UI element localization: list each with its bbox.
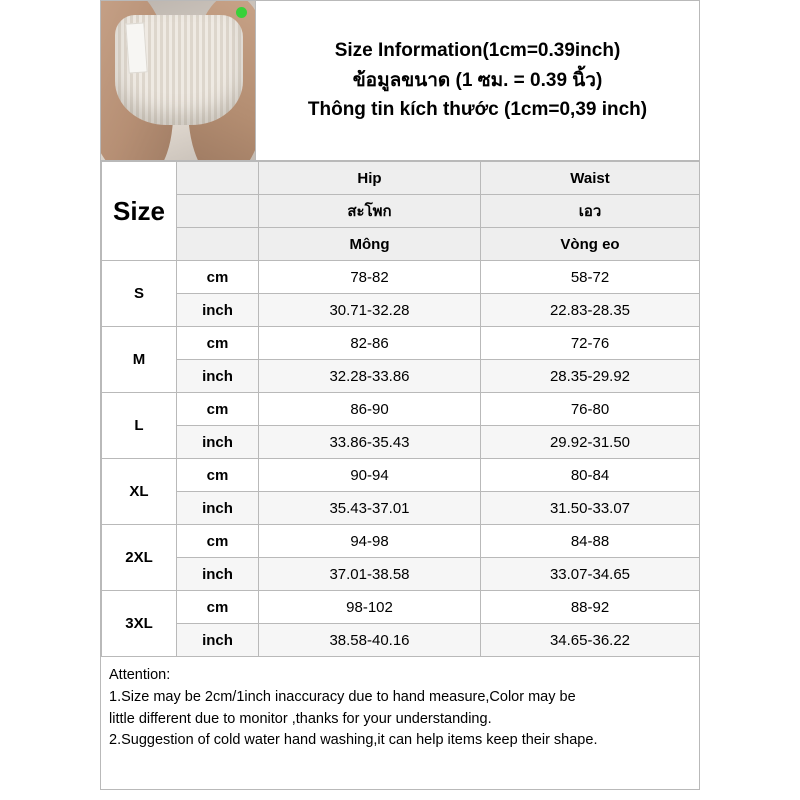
waist-cm-value: 76-80 bbox=[481, 393, 700, 426]
unit-column-header bbox=[177, 162, 259, 195]
unit-column-header-th bbox=[177, 195, 259, 228]
title-line-en: Size Information(1cm=0.39inch) bbox=[334, 40, 621, 62]
waist-inch-value: 29.92-31.50 bbox=[481, 426, 700, 459]
title-line-th: ข้อมูลขนาด (1 ซม. = 0.39 นิ้ว) bbox=[352, 69, 603, 91]
table-row bbox=[102, 327, 700, 360]
waist-cm-value: 72-76 bbox=[481, 327, 700, 360]
size-header-label: Size bbox=[112, 195, 166, 226]
waist-header-th: เอว bbox=[481, 195, 700, 228]
waist-inch-value: 22.83-28.35 bbox=[481, 294, 700, 327]
hip-inch-value: 30.71-32.28 bbox=[259, 294, 481, 327]
page-title bbox=[256, 1, 699, 160]
unit-cm: cm bbox=[177, 261, 259, 294]
attention-line-3: 2.Suggestion of cold water hand washing,it can help items keep their shape. bbox=[109, 732, 598, 749]
attention-line-2: little different due to monitor ,thanks for your understanding. bbox=[109, 710, 492, 727]
attention-title: Attention: bbox=[109, 667, 171, 683]
attention-line-1: 1.Size may be 2cm/1inch inaccuracy due to hand measure,Color may be bbox=[109, 689, 576, 706]
hip-header-vi: Mông bbox=[259, 228, 481, 261]
hip-header-en: Hip bbox=[259, 162, 481, 195]
unit-cm: cm bbox=[177, 525, 259, 558]
waist-inch-value: 28.35-29.92 bbox=[481, 360, 700, 393]
table-row bbox=[102, 558, 700, 591]
green-dot-icon bbox=[236, 7, 247, 18]
hip-cm-value: 98-102 bbox=[259, 591, 481, 624]
unit-cm: cm bbox=[177, 591, 259, 624]
hip-inch-value: 32.28-33.86 bbox=[259, 360, 481, 393]
hip-inch-value: 33.86-35.43 bbox=[259, 426, 481, 459]
row-size-label: XL bbox=[102, 459, 177, 525]
table-header-row-vi bbox=[102, 228, 700, 261]
unit-inch: inch bbox=[177, 492, 259, 525]
hip-header-th: สะโพก bbox=[259, 195, 481, 228]
size-column-header bbox=[102, 162, 177, 261]
size-chart-sheet bbox=[100, 0, 700, 790]
unit-inch: inch bbox=[177, 360, 259, 393]
photo-price-tag bbox=[125, 22, 147, 73]
product-photo bbox=[101, 1, 256, 160]
hip-cm-value: 78-82 bbox=[259, 261, 481, 294]
table-row bbox=[102, 294, 700, 327]
row-size-label: L bbox=[102, 393, 177, 459]
title-line-vi: Thông tin kích thước (1cm=0,39 inch) bbox=[307, 99, 648, 121]
table-row bbox=[102, 261, 700, 294]
unit-inch: inch bbox=[177, 558, 259, 591]
hip-inch-value: 37.01-38.58 bbox=[259, 558, 481, 591]
hip-cm-value: 82-86 bbox=[259, 327, 481, 360]
size-table bbox=[101, 161, 700, 657]
hip-inch-value: 35.43-37.01 bbox=[259, 492, 481, 525]
row-size-label: 2XL bbox=[102, 525, 177, 591]
table-row bbox=[102, 360, 700, 393]
waist-cm-value: 84-88 bbox=[481, 525, 700, 558]
table-row bbox=[102, 591, 700, 624]
row-size-label: M bbox=[102, 327, 177, 393]
table-header-row-en bbox=[102, 162, 700, 195]
table-row bbox=[102, 393, 700, 426]
waist-inch-value: 33.07-34.65 bbox=[481, 558, 700, 591]
unit-inch: inch bbox=[177, 624, 259, 657]
hip-cm-value: 90-94 bbox=[259, 459, 481, 492]
unit-cm: cm bbox=[177, 393, 259, 426]
waist-header-en: Waist bbox=[481, 162, 700, 195]
waist-cm-value: 58-72 bbox=[481, 261, 700, 294]
unit-cm: cm bbox=[177, 459, 259, 492]
unit-inch: inch bbox=[177, 294, 259, 327]
waist-header-vi: Vòng eo bbox=[481, 228, 700, 261]
hip-inch-value: 38.58-40.16 bbox=[259, 624, 481, 657]
row-size-label: 3XL bbox=[102, 591, 177, 657]
row-size-label: S bbox=[102, 261, 177, 327]
attention-note bbox=[101, 657, 699, 758]
table-row bbox=[102, 624, 700, 657]
waist-cm-value: 80-84 bbox=[481, 459, 700, 492]
unit-cm: cm bbox=[177, 327, 259, 360]
table-row bbox=[102, 459, 700, 492]
waist-inch-value: 34.65-36.22 bbox=[481, 624, 700, 657]
chart-header bbox=[101, 1, 699, 161]
unit-column-header-vi bbox=[177, 228, 259, 261]
waist-inch-value: 31.50-33.07 bbox=[481, 492, 700, 525]
table-row bbox=[102, 525, 700, 558]
table-row bbox=[102, 492, 700, 525]
hip-cm-value: 86-90 bbox=[259, 393, 481, 426]
table-row bbox=[102, 426, 700, 459]
table-header-row-th bbox=[102, 195, 700, 228]
waist-cm-value: 88-92 bbox=[481, 591, 700, 624]
hip-cm-value: 94-98 bbox=[259, 525, 481, 558]
unit-inch: inch bbox=[177, 426, 259, 459]
